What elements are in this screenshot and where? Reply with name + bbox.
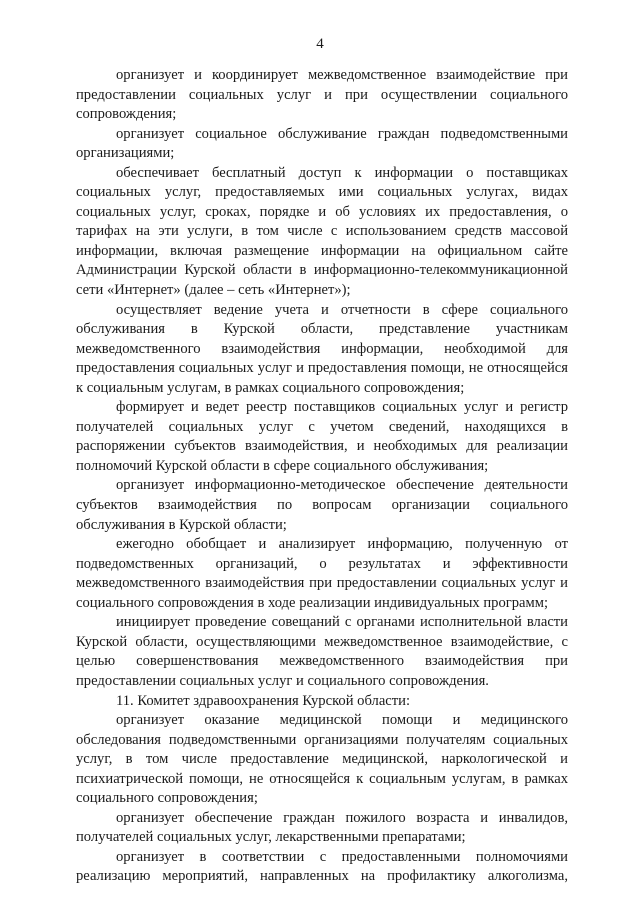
- document-body: [76, 66, 568, 887]
- paragraph: организует оказание медицинской помощи и медицинского обследования подведомственными организациями получателям социальных услуг, в том числе предоставление медицинской, наркологической и психиатрической помощи, не относящейся к социальным услугам, в рамках социального сопровождения;: [76, 712, 568, 807]
- page-number: 4: [316, 36, 324, 52]
- paragraph: обеспечивает бесплатный доступ к информации о поставщиках социальных услуг, предоставляемых ими социальных услугах, видах социальных услуг, сроках, порядке и об условиях их предоставления, о тарифах на эти услуги, в том числе с использованием средств массовой информации, включая размещение информации на официальном сайте Администрации Курской области в информационно-телекоммуникационной сети «Интернет» (далее – сеть «Интернет»);: [76, 164, 568, 299]
- paragraph: организует информационно-методическое обеспечение деятельности субъектов взаимодействия по вопросам организации социального обслуживания в Курской области;: [76, 477, 568, 533]
- paragraph: организует и координирует межведомственное взаимодействие при предоставлении социальных услуг и при осуществлении социального сопровождения;: [76, 67, 568, 123]
- paragraph: инициирует проведение совещаний с органами исполнительной власти Курской области, осуществляющими межведомственное взаимодействие, с целью совершенствования межведомственного взаимодействия при предоставлении социальных услуг и социального сопровождения.: [76, 614, 568, 689]
- paragraph: организует социальное обслуживание граждан подведомственными организациями;: [76, 125, 568, 162]
- section-heading: 11. Комитет здравоохранения Курской области:: [116, 692, 411, 709]
- paragraph: формирует и ведет реестр поставщиков социальных услуг и регистр получателей социальных услуг с учетом сведений, находящихся в распоряжении субъектов взаимодействия, и необходимых для реализации полномочий Курской области в сфере социального обслуживания;: [76, 399, 568, 474]
- paragraph: ежегодно обобщает и анализирует информацию, полученную от подведомственных организаций, о результатах и эффективности межведомственного взаимодействия при предоставлении социальных услуг и социального сопровождения в ходе реализации индивидуальных программ;: [76, 536, 568, 611]
- paragraph: осуществляет ведение учета и отчетности в сфере социального обслуживания в Курской области, представление участникам межведомственного взаимодействия информации, необходимой для предоставления социальных услуг и предоставления помощи, не относящейся к социальным услугам, в рамках социального сопровождения;: [76, 301, 568, 396]
- paragraph: организует обеспечение граждан пожилого возраста и инвалидов, получателей социальных услуг, лекарственными препаратами;: [76, 809, 568, 846]
- paragraph: организует в соответствии с предоставленными полномочиями реализацию мероприятий, направленных на профилактику алкоголизма,: [76, 848, 568, 885]
